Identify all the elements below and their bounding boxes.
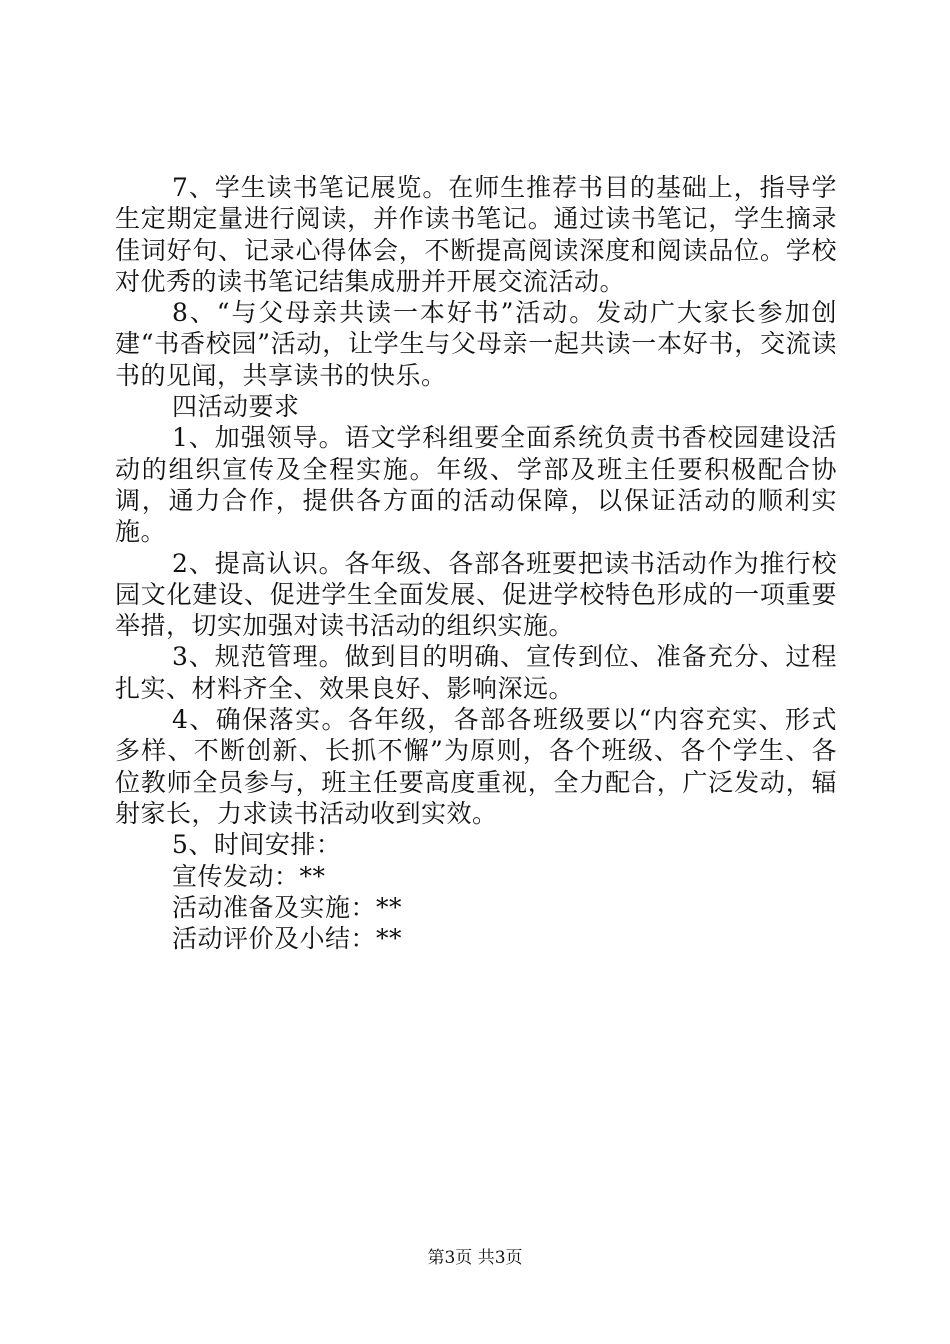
paragraph-management: 3、规范管理。做到目的明确、宣传到位、准备充分、过程扎实、材料齐全、效果良好、影响深远。 bbox=[115, 642, 837, 703]
schedule-item-preparation: 活动准备及实施：** bbox=[172, 892, 403, 922]
page-number-footer: 第3页 共3页 bbox=[427, 1248, 523, 1268]
paragraph-implementation: 4、确保落实。各年级，各部各班级要以“内容充实、形式多样、不断创新、长抓不懈”为原则，各个班级、各个学生、各位教师全员参与，班主任要高度重视，全力配合，广泛发动，辐射家长，力求读书活动收到实效。 bbox=[115, 705, 837, 828]
paragraph-read-with-parents: 8、“与父母亲共读一本好书”活动。发动广大家长参加创建“书香校园”活动，让学生与父母亲一起共读一本好书，交流读书的见闻，共享读书的快乐。 bbox=[115, 298, 837, 390]
paragraph-reading-notes: 7、学生读书笔记展览。在师生推荐书目的基础上，指导学生定期定量进行阅读，并作读书笔记。通过读书笔记，学生摘录佳词好句、记录心得体会，不断提高阅读深度和阅读品位。学校对优秀的读书笔记结集成册并开展交流活动。 bbox=[115, 173, 837, 296]
paragraph-awareness: 2、提高认识。各年级、各部各班要把读书活动作为推行校园文化建设、促进学生全面发展、促进学校特色形成的一项重要举措，切实加强对读书活动的组织实施。 bbox=[115, 548, 837, 641]
paragraph-leadership: 1、加强领导。语文学科组要全面系统负责书香校园建设活动的组织宣传及全程实施。年级、学部及班主任要积极配合协调，通力合作，提供各方面的活动保障，以保证活动的顺利实施。 bbox=[115, 423, 837, 547]
schedule-item-publicity: 宣传发动：** bbox=[172, 861, 326, 891]
schedule-item-evaluation: 活动评价及小结：** bbox=[172, 924, 403, 954]
document-body bbox=[115, 172, 837, 954]
paragraph-schedule: 5、时间安排： bbox=[172, 830, 342, 860]
section-heading-requirements: 四活动要求 bbox=[172, 392, 300, 422]
